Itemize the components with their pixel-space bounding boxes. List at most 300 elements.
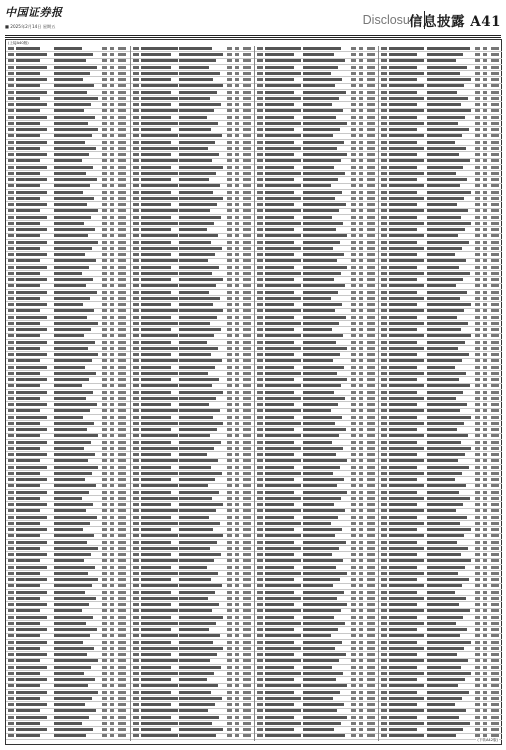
- greeked-text: [491, 291, 499, 294]
- greeked-text: [257, 147, 263, 150]
- greeked-text: [110, 584, 114, 587]
- greeked-text: [257, 122, 263, 125]
- greeked-text: [110, 534, 114, 537]
- greeked-text: [235, 97, 239, 100]
- greeked-text: [8, 609, 14, 612]
- greeked-text: [102, 628, 107, 631]
- greeked-text: [257, 622, 263, 625]
- greeked-text: [8, 316, 14, 319]
- greeked-text: [133, 691, 139, 694]
- greeked-text: [54, 459, 88, 462]
- greeked-text: [491, 191, 499, 194]
- greeked-text: [359, 459, 363, 462]
- greeked-text: [54, 378, 89, 381]
- greeked-text: [303, 203, 346, 206]
- greeked-text: [483, 328, 487, 331]
- greeked-text: [303, 728, 334, 731]
- greeked-text: [427, 634, 460, 637]
- greeked-text: [102, 541, 107, 544]
- greeked-text: [367, 416, 375, 419]
- greeked-text: [54, 597, 96, 600]
- greeked-text: [133, 109, 139, 112]
- greeked-text: [235, 653, 239, 656]
- greeked-text: [243, 159, 251, 162]
- greeked-text: [265, 241, 294, 244]
- greeked-text: [475, 341, 480, 344]
- greeked-text: [359, 328, 363, 331]
- greeked-text: [389, 622, 424, 625]
- greeked-text: [235, 428, 239, 431]
- greeked-text: [367, 678, 375, 681]
- greeked-text: [179, 328, 221, 331]
- greeked-text: [8, 584, 14, 587]
- greeked-text: [381, 416, 387, 419]
- greeked-text: [303, 534, 335, 537]
- greeked-text: [54, 409, 90, 412]
- greeked-text: [303, 672, 343, 675]
- greeked-text: [351, 534, 356, 537]
- greeked-text: [8, 497, 14, 500]
- greeked-text: [141, 309, 178, 312]
- greeked-text: [133, 122, 139, 125]
- greeked-text: [110, 616, 114, 619]
- greeked-text: [389, 597, 424, 600]
- greeked-text: [475, 84, 480, 87]
- greeked-text: [102, 172, 107, 175]
- greeked-text: [257, 97, 263, 100]
- greeked-text: [389, 372, 424, 375]
- greeked-text: [359, 566, 363, 569]
- greeked-text: [133, 191, 139, 194]
- greeked-text: [483, 634, 487, 637]
- greeked-text: [179, 291, 209, 294]
- greeked-text: [257, 484, 263, 487]
- greeked-text: [102, 691, 107, 694]
- greeked-text: [381, 516, 387, 519]
- greeked-text: [102, 722, 107, 725]
- greeked-text: [133, 697, 139, 700]
- greeked-text: [243, 303, 251, 306]
- greeked-text: [483, 53, 487, 56]
- greeked-text: [475, 347, 480, 350]
- greeked-text: [257, 78, 263, 81]
- greeked-text: [8, 153, 14, 156]
- greeked-text: [427, 353, 469, 356]
- greeked-text: [133, 541, 139, 544]
- greeked-text: [389, 266, 417, 269]
- greeked-text: [381, 253, 387, 256]
- greeked-text: [389, 672, 424, 675]
- greeked-text: [265, 103, 294, 106]
- greeked-text: [265, 334, 301, 337]
- greeked-text: [427, 166, 463, 169]
- greeked-text: [243, 316, 251, 319]
- greeked-text: [359, 422, 363, 425]
- greeked-text: [427, 266, 459, 269]
- greeked-text: [427, 147, 466, 150]
- greeked-text: [381, 603, 387, 606]
- greeked-text: [475, 259, 480, 262]
- greeked-text: [265, 434, 301, 437]
- greeked-text: [359, 534, 363, 537]
- greeked-text: [381, 134, 387, 137]
- greeked-text: [16, 172, 40, 175]
- greeked-text: [179, 697, 222, 700]
- greeked-text: [243, 309, 251, 312]
- greeked-text: [16, 566, 47, 569]
- greeked-text: [483, 172, 487, 175]
- greeked-text: [483, 503, 487, 506]
- greeked-text: [351, 397, 356, 400]
- greeked-text: [227, 728, 232, 731]
- greeked-text: [427, 697, 462, 700]
- greeked-text: [359, 516, 363, 519]
- greeked-text: [381, 103, 387, 106]
- greeked-text: [389, 172, 424, 175]
- greeked-text: [491, 703, 499, 706]
- greeked-text: [54, 166, 93, 169]
- greeked-text: [427, 384, 470, 387]
- greeked-text: [118, 247, 126, 250]
- greeked-text: [303, 141, 344, 144]
- greeked-text: [359, 278, 363, 281]
- greeked-text: [54, 116, 95, 119]
- greeked-text: [227, 591, 232, 594]
- greeked-text: [265, 566, 294, 569]
- greeked-text: [118, 453, 126, 456]
- greeked-text: [118, 716, 126, 719]
- greeked-text: [303, 172, 345, 175]
- greeked-text: [303, 278, 334, 281]
- greeked-text: [110, 203, 114, 206]
- greeked-text: [16, 397, 40, 400]
- greeked-text: [257, 416, 263, 419]
- greeked-text: [179, 734, 216, 737]
- greeked-text: [475, 572, 480, 575]
- greeked-text: [54, 453, 95, 456]
- greeked-text: [133, 491, 139, 494]
- greeked-text: [110, 303, 114, 306]
- greeked-text: [16, 609, 40, 612]
- greeked-text: [303, 241, 340, 244]
- greeked-text: [359, 334, 363, 337]
- greeked-text: [265, 653, 294, 656]
- greeked-text: [118, 134, 126, 137]
- greeked-text: [483, 516, 487, 519]
- greeked-text: [8, 241, 14, 244]
- greeked-text: [141, 628, 171, 631]
- greeked-text: [475, 203, 480, 206]
- greeked-text: [110, 334, 114, 337]
- greeked-text: [475, 484, 480, 487]
- greeked-text: [235, 172, 239, 175]
- greeked-text: [475, 216, 480, 219]
- greeked-text: [16, 716, 47, 719]
- greeked-text: [491, 722, 499, 725]
- greeked-text: [483, 416, 487, 419]
- greeked-text: [475, 691, 480, 694]
- greeked-text: [427, 59, 456, 62]
- greeked-text: [8, 553, 14, 556]
- greeked-text: [359, 128, 363, 131]
- greeked-text: [54, 247, 92, 250]
- greeked-text: [54, 272, 82, 275]
- greeked-text: [359, 353, 363, 356]
- greeked-text: [141, 197, 178, 200]
- greeked-text: [351, 478, 356, 481]
- greeked-text: [110, 159, 114, 162]
- greeked-text: [235, 628, 239, 631]
- greeked-text: [359, 416, 363, 419]
- greeked-text: [141, 278, 171, 281]
- greeked-text: [483, 591, 487, 594]
- greeked-text: [243, 553, 251, 556]
- greeked-text: [133, 416, 139, 419]
- greeked-text: [243, 247, 251, 250]
- greeked-text: [227, 128, 232, 131]
- greeked-text: [8, 147, 14, 150]
- greeked-text: [227, 353, 232, 356]
- greeked-text: [303, 341, 336, 344]
- greeked-text: [351, 597, 356, 600]
- greeked-text: [475, 603, 480, 606]
- greeked-text: [110, 247, 114, 250]
- greeked-text: [367, 697, 375, 700]
- greeked-text: [141, 541, 171, 544]
- greeked-text: [257, 103, 263, 106]
- greeked-text: [303, 516, 338, 519]
- greeked-text: [110, 453, 114, 456]
- greeked-text: [257, 728, 263, 731]
- greeked-text: [16, 628, 47, 631]
- greeked-text: [389, 303, 417, 306]
- greeked-text: [227, 266, 232, 269]
- greeked-text: [367, 366, 375, 369]
- greeked-text: [8, 509, 14, 512]
- greeked-text: [141, 78, 171, 81]
- greeked-text: [243, 528, 251, 531]
- greeked-text: [8, 266, 14, 269]
- greeked-text: [8, 734, 14, 737]
- greeked-text: [427, 47, 470, 50]
- greeked-text: [141, 259, 178, 262]
- greeked-text: [367, 409, 375, 412]
- greeked-text: [303, 272, 341, 275]
- greeked-text: [54, 322, 98, 325]
- greeked-text: [475, 659, 480, 662]
- greeked-text: [16, 603, 47, 606]
- greeked-text: [257, 278, 263, 281]
- greeked-text: [303, 697, 333, 700]
- greeked-text: [381, 409, 387, 412]
- greeked-text: [235, 672, 239, 675]
- greeked-text: [381, 159, 387, 162]
- greeked-text: [133, 47, 139, 50]
- greeked-text: [141, 72, 178, 75]
- greeked-text: [102, 622, 107, 625]
- greeked-text: [265, 228, 294, 231]
- greeked-text: [483, 209, 487, 212]
- greeked-text: [427, 172, 456, 175]
- greeked-text: [243, 478, 251, 481]
- greeked-text: [257, 203, 263, 206]
- greeked-text: [483, 141, 487, 144]
- greeked-text: [475, 272, 480, 275]
- greeked-text: [110, 241, 114, 244]
- greeked-text: [303, 166, 334, 169]
- greeked-text: [491, 428, 499, 431]
- greeked-text: [491, 297, 499, 300]
- greeked-text: [243, 378, 251, 381]
- greeked-text: [475, 597, 480, 600]
- greeked-text: [102, 328, 107, 331]
- greeked-text: [359, 622, 363, 625]
- greeked-text: [367, 391, 375, 394]
- greeked-text: [381, 734, 387, 737]
- greeked-text: [243, 353, 251, 356]
- greeked-text: [351, 653, 356, 656]
- greeked-text: [8, 659, 14, 662]
- greeked-text: [359, 291, 363, 294]
- greeked-text: [118, 516, 126, 519]
- greeked-text: [483, 622, 487, 625]
- greeked-text: [483, 541, 487, 544]
- greeked-text: [427, 484, 466, 487]
- greeked-text: [8, 122, 14, 125]
- greeked-text: [483, 134, 487, 137]
- greeked-text: [54, 659, 98, 662]
- greeked-text: [110, 672, 114, 675]
- greeked-text: [303, 309, 335, 312]
- greeked-text: [102, 503, 107, 506]
- greeked-text: [118, 141, 126, 144]
- greeked-text: [359, 103, 363, 106]
- greeked-text: [351, 128, 356, 131]
- greeked-text: [16, 553, 47, 556]
- greeked-text: [133, 84, 139, 87]
- greeked-text: [54, 103, 91, 106]
- greeked-text: [133, 116, 139, 119]
- greeked-text: [491, 659, 499, 662]
- greeked-text: [367, 528, 375, 531]
- greeked-text: [265, 603, 294, 606]
- greeked-text: [367, 522, 375, 525]
- greeked-text: [227, 628, 232, 631]
- greeked-text: [367, 353, 375, 356]
- greeked-text: [243, 272, 251, 275]
- greeked-text: [367, 59, 375, 62]
- greeked-text: [227, 328, 232, 331]
- greeked-text: [367, 78, 375, 81]
- greeked-text: [475, 72, 480, 75]
- greeked-text: [389, 628, 417, 631]
- greeked-text: [133, 103, 139, 106]
- greeked-text: [381, 303, 387, 306]
- greeked-text: [483, 47, 487, 50]
- greeked-text: [133, 684, 139, 687]
- greeked-text: [179, 209, 210, 212]
- greeked-text: [265, 59, 301, 62]
- greeked-text: [389, 691, 417, 694]
- greeked-text: [475, 503, 480, 506]
- greeked-text: [303, 372, 337, 375]
- greeked-text: [8, 541, 14, 544]
- greeked-text: [359, 384, 363, 387]
- greeked-text: [54, 391, 93, 394]
- greeked-text: [133, 216, 139, 219]
- greeked-text: [8, 384, 14, 387]
- dateline: ■ 2025年2月14日 星期五: [5, 24, 56, 29]
- greeked-text: [351, 509, 356, 512]
- greeked-text: [227, 284, 232, 287]
- greeked-text: [102, 266, 107, 269]
- greeked-text: [265, 647, 301, 650]
- greeked-text: [257, 666, 263, 669]
- greeked-text: [110, 284, 114, 287]
- greeked-text: [427, 659, 468, 662]
- greeked-text: [243, 59, 251, 62]
- greeked-text: [16, 366, 47, 369]
- greeked-text: [141, 728, 171, 731]
- greeked-text: [257, 703, 263, 706]
- greeked-text: [54, 191, 83, 194]
- greeked-text: [54, 53, 93, 56]
- greeked-text: [110, 197, 114, 200]
- greeked-text: [243, 291, 251, 294]
- greeked-text: [367, 422, 375, 425]
- greeked-text: [303, 591, 344, 594]
- greeked-text: [243, 191, 251, 194]
- greeked-text: [475, 716, 480, 719]
- greeked-text: [235, 284, 239, 287]
- greeked-text: [381, 434, 387, 437]
- greeked-text: [243, 616, 251, 619]
- greeked-text: [475, 284, 480, 287]
- greeked-text: [8, 416, 14, 419]
- greeked-text: [265, 247, 301, 250]
- greeked-text: [227, 684, 232, 687]
- greeked-text: [389, 234, 424, 237]
- greeked-text: [257, 141, 263, 144]
- greeked-text: [491, 466, 499, 469]
- greeked-text: [475, 628, 480, 631]
- greeked-text: [141, 228, 171, 231]
- greeked-text: [118, 547, 126, 550]
- greeked-text: [235, 622, 239, 625]
- greeked-text: [16, 322, 40, 325]
- greeked-text: [265, 697, 301, 700]
- greeked-text: [265, 709, 301, 712]
- greeked-text: [54, 222, 84, 225]
- greeked-text: [235, 441, 239, 444]
- greeked-text: [54, 697, 92, 700]
- greeked-text: [110, 472, 114, 475]
- greeked-text: [54, 509, 86, 512]
- greeked-text: [427, 478, 455, 481]
- greeked-text: [227, 672, 232, 675]
- greeked-text: [227, 53, 232, 56]
- greeked-text: [243, 359, 251, 362]
- greeked-text: [243, 341, 251, 344]
- greeked-text: [389, 503, 417, 506]
- greeked-text: [265, 272, 301, 275]
- greeked-text: [243, 722, 251, 725]
- greeked-text: [427, 434, 468, 437]
- greeked-text: [179, 409, 220, 412]
- greeked-text: [16, 409, 40, 412]
- greeked-text: [381, 584, 387, 587]
- greeked-text: [227, 503, 232, 506]
